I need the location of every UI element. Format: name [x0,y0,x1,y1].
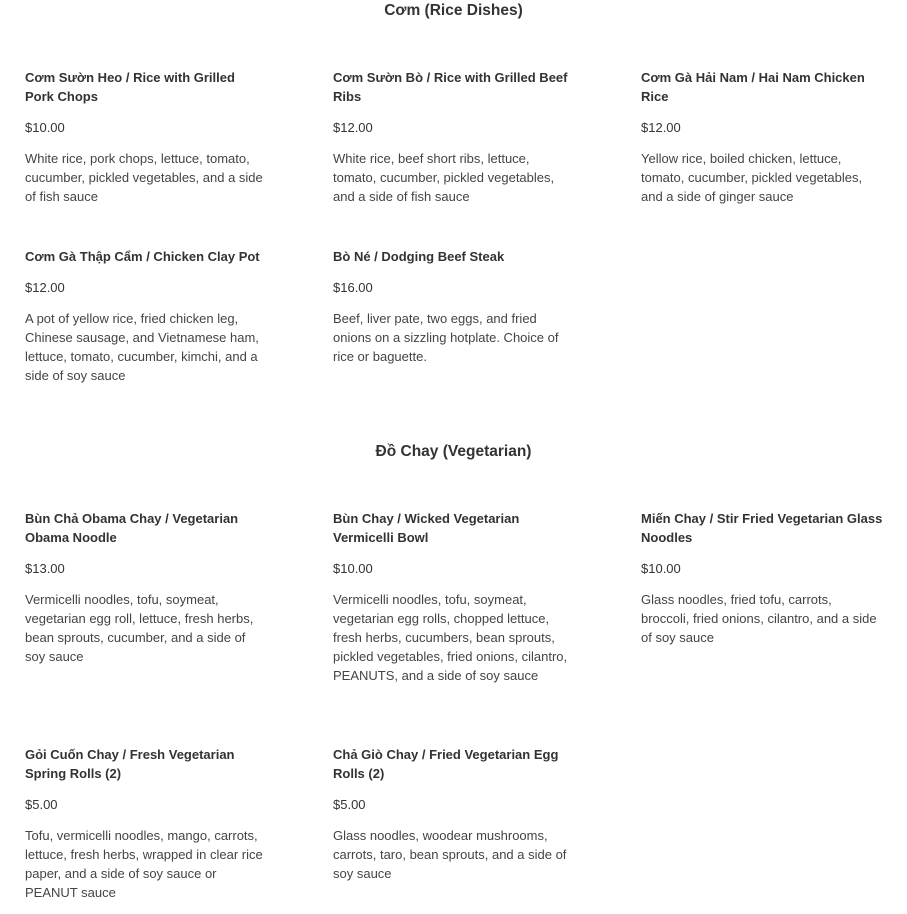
menu-item [641,68,883,206]
section-vegetarian [0,441,907,463]
section-rice-dishes [0,0,907,22]
menu-item [25,509,267,666]
menu-item-name: Gỏi Cuốn Chay / Fresh Vegetarian Spring Rolls (2) [25,747,235,781]
menu-item-description: Tofu, vermicelli noodles, mango, carrots, lettuce, fresh herbs, wrapped in clear rice paper, and a side of soy sauce or PEANUT sauce [25,828,263,900]
section-title: Đồ Chay (Vegetarian) [375,443,532,460]
menu-item-price: $10.00 [25,120,65,135]
menu-item-price: $5.00 [333,797,366,812]
menu-item-name: Miến Chay / Stir Fried Vegetarian Glass Noodles [641,511,883,545]
menu-item-description: White rice, beef short ribs, lettuce, tomato, cucumber, pickled vegetables, and a side of fish sauce [333,151,555,204]
menu-item-name: Cơm Sườn Heo / Rice with Grilled Pork Chops [25,70,235,104]
menu-item [333,247,575,366]
menu-item-price: $10.00 [333,561,373,576]
menu-item-price: $5.00 [25,797,58,812]
menu-item-description: Glass noodles, fried tofu, carrots, broccoli, fried onions, cilantro, and a side of soy sauce [641,592,877,645]
menu-item [333,745,575,883]
menu-item [25,247,267,385]
menu-item-description: Vermicelli noodles, tofu, soymeat, vegetarian egg rolls, chopped lettuce, fresh herbs, cucumbers, bean sprouts, pickled vegetables, fried onions, cilantro, PEANUTS, and a side of soy sauce [333,592,568,683]
menu-item-name: Cơm Gà Thập Cẩm / Chicken Clay Pot [25,249,260,264]
menu-item-name: Bò Né / Dodging Beef Steak [333,249,505,264]
menu-item-description: Vermicelli noodles, tofu, soymeat, vegetarian egg roll, lettuce, fresh herbs, bean sprouts, cucumber, and a side of soy sauce [25,592,254,664]
menu-item [333,509,575,685]
section-title: Cơm (Rice Dishes) [384,2,523,19]
menu-item-name: Chả Giò Chay / Fried Vegetarian Egg Rolls (2) [333,747,559,781]
menu-item-name: Bùn Chả Obama Chay / Vegetarian Obama Noodle [25,511,239,545]
menu-item [25,745,267,902]
menu-item-price: $16.00 [333,280,373,295]
menu-item [641,509,883,647]
menu-item-description: A pot of yellow rice, fried chicken leg, Chinese sausage, and Vietnamese ham, lettuce, tomato, cucumber, kimchi, and a side of soy sauce [25,311,259,383]
menu-item [333,68,575,206]
menu-item-price: $13.00 [25,561,65,576]
menu-item-name: Cơm Sườn Bò / Rice with Grilled Beef Ribs [333,70,568,104]
menu-item-name: Bùn Chay / Wicked Vegetarian Vermicelli Bowl [333,511,520,545]
menu-item-price: $10.00 [641,561,681,576]
menu-item-description: Yellow rice, boiled chicken, lettuce, tomato, cucumber, pickled vegetables, and a side of ginger sauce [641,151,863,204]
menu-item-price: $12.00 [25,280,65,295]
menu-item-price: $12.00 [641,120,681,135]
menu-item-price: $12.00 [333,120,373,135]
menu-item [25,68,267,206]
menu-item-description: Beef, liver pate, two eggs, and fried onions on a sizzling hotplate. Choice of rice or baguette. [333,311,559,364]
menu-item-name: Cơm Gà Hải Nam / Hai Nam Chicken Rice [641,70,865,104]
menu-item-description: White rice, pork chops, lettuce, tomato, cucumber, pickled vegetables, and a side of fish sauce [25,151,263,204]
menu-item-description: Glass noodles, woodear mushrooms, carrots, taro, bean sprouts, and a side of soy sauce [333,828,567,881]
